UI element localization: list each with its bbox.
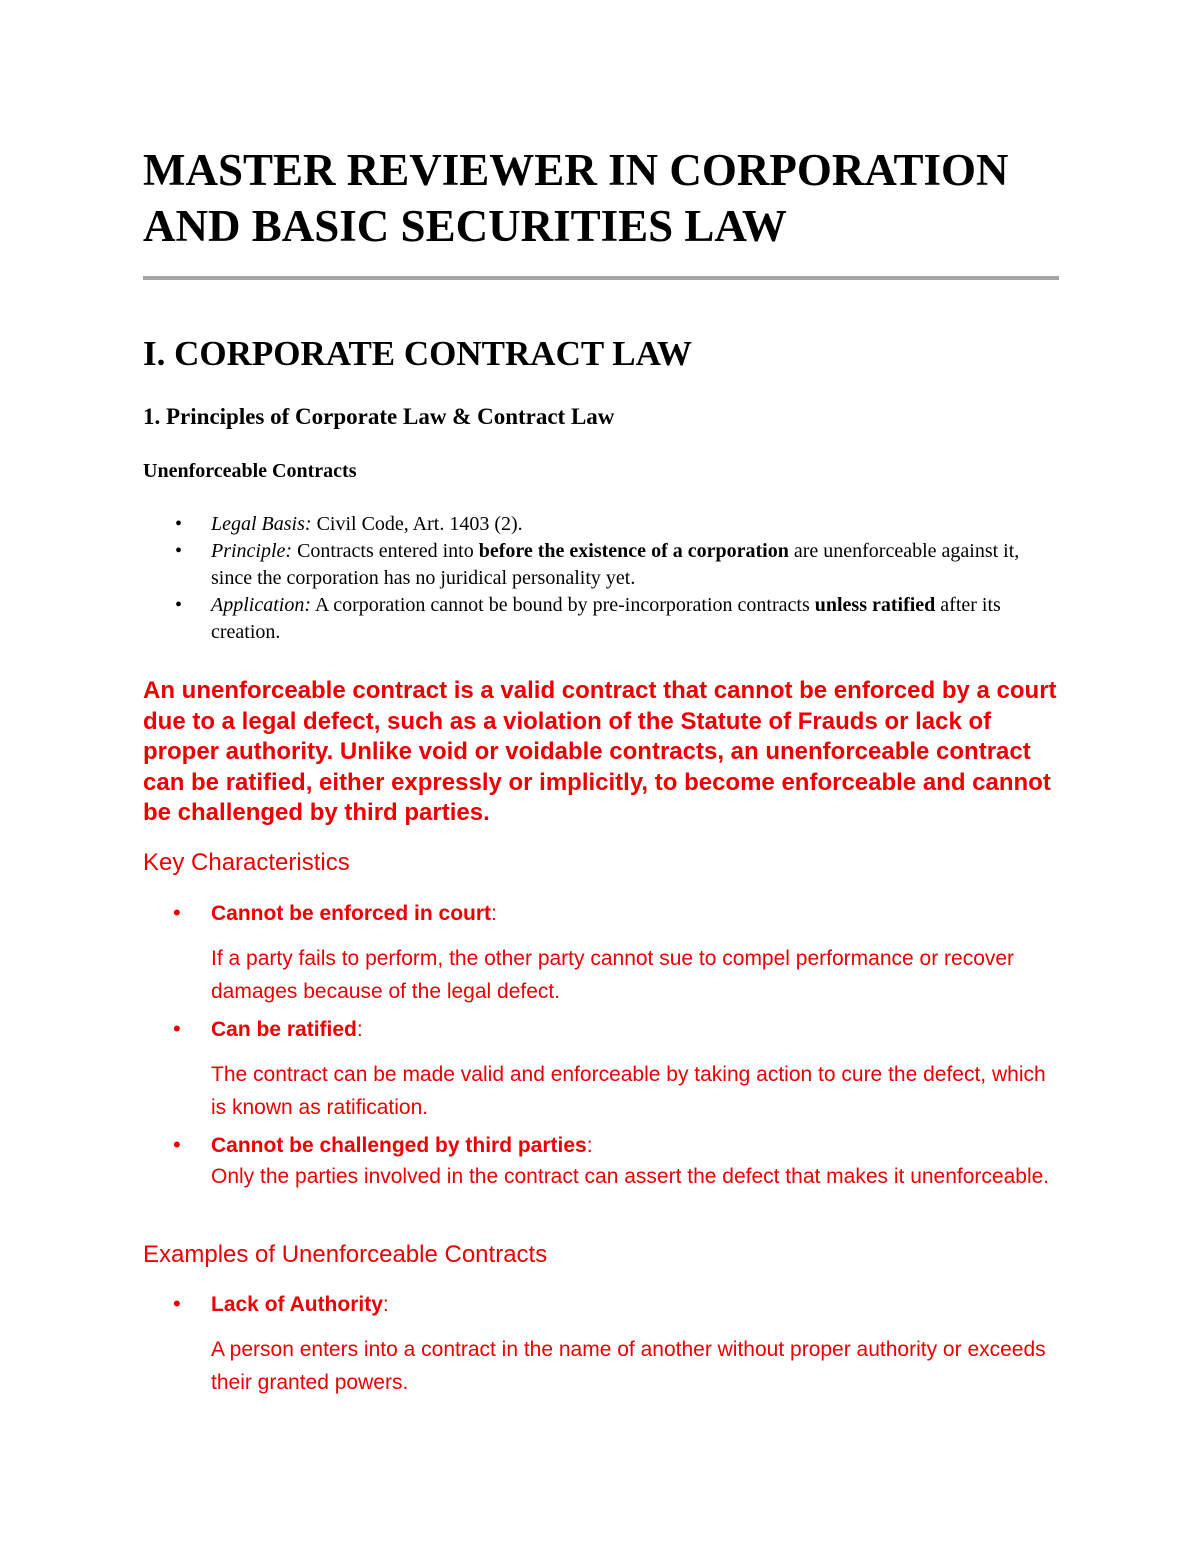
item-description: A person enters into a contract in the name of another without proper authority or exceeds their granted powers. [211,1338,1046,1394]
bullet-text: Civil Code, Art. 1403 (2). [311,513,523,535]
subsection-heading: 1. Principles of Corporate Law & Contract Law [143,404,615,429]
bullet-label: Legal Basis: [211,513,312,535]
summary-paragraph: An unenforceable contract is a valid contract that cannot be enforced by a court due to a legal defect, such as a violation of the Statute of Frauds or lack of proper authority. Unlike void or voidable contracts, an unenforceable contract can be ratified, either expressly or implicitly, to become enforceable and cannot be challenged by third parties. [143,677,1057,826]
item-description: The contract can be made valid and enforceable by taking action to cure the defect, which is known as ratification. [211,1063,1046,1119]
principle-bullet-list [143,511,1023,646]
bullet-emphasis: before the existence of a corporation [478,540,789,562]
item-term: Lack of Authority [211,1293,383,1316]
bullet-text: are unenforceable against it, since the corporation has no juridical personality yet. [211,540,1020,589]
key-characteristics-list [143,900,1063,1193]
list-item: • Cannot be enforced in court: If a party fails to perform, the other party cannot sue to compel performance or recover damages because of the legal defect. [143,900,1063,1008]
bullet-text: Contracts entered into [292,540,479,562]
bullet-text: after its creation. [211,594,1001,643]
topic-heading: Unenforceable Contracts [143,460,357,482]
bullet-principle [143,538,1023,592]
bullet-text: A corporation cannot be bound by pre-incorporation contracts [310,594,815,616]
item-term: Cannot be enforced in court [211,902,492,925]
horizontal-rule [143,276,1059,280]
title-line-2: AND BASIC SECURITIES LAW [143,201,787,251]
bullet-emphasis: unless ratified [814,594,936,616]
key-characteristics-heading: Key Characteristics [143,849,350,876]
bullet-application [143,592,1023,646]
item-term: Cannot be challenged by third parties [211,1134,587,1157]
list-item: • Lack of Authority: A person enters into a contract in the name of another without proper authority or exceeds their granted powers. [143,1291,1063,1399]
item-description: Only the parties involved in the contract can assert the defect that makes it unenforceable. [211,1165,1050,1188]
list-item: • Can be ratified: The contract can be made valid and enforceable by taking action to cure the defect, which is known as ratification. [143,1016,1063,1124]
bullet-legal-basis [143,511,1023,538]
bullet-label: Application: [211,594,311,616]
list-item: • Cannot be challenged by third parties: Only the parties involved in the contract can assert the defect that makes it unenforceable. [143,1132,1063,1193]
title-line-1: MASTER REVIEWER IN CORPORATION [143,145,1009,195]
document-title [143,142,1063,254]
item-term: Can be ratified [211,1018,357,1041]
bullet-label: Principle: [211,540,293,562]
examples-heading: Examples of Unenforceable Contracts [143,1241,548,1268]
examples-list [143,1291,1063,1399]
section-heading: I. CORPORATE CONTRACT LAW [143,334,693,373]
item-description: If a party fails to perform, the other party cannot sue to compel performance or recover damages because of the legal defect. [211,947,1015,1003]
